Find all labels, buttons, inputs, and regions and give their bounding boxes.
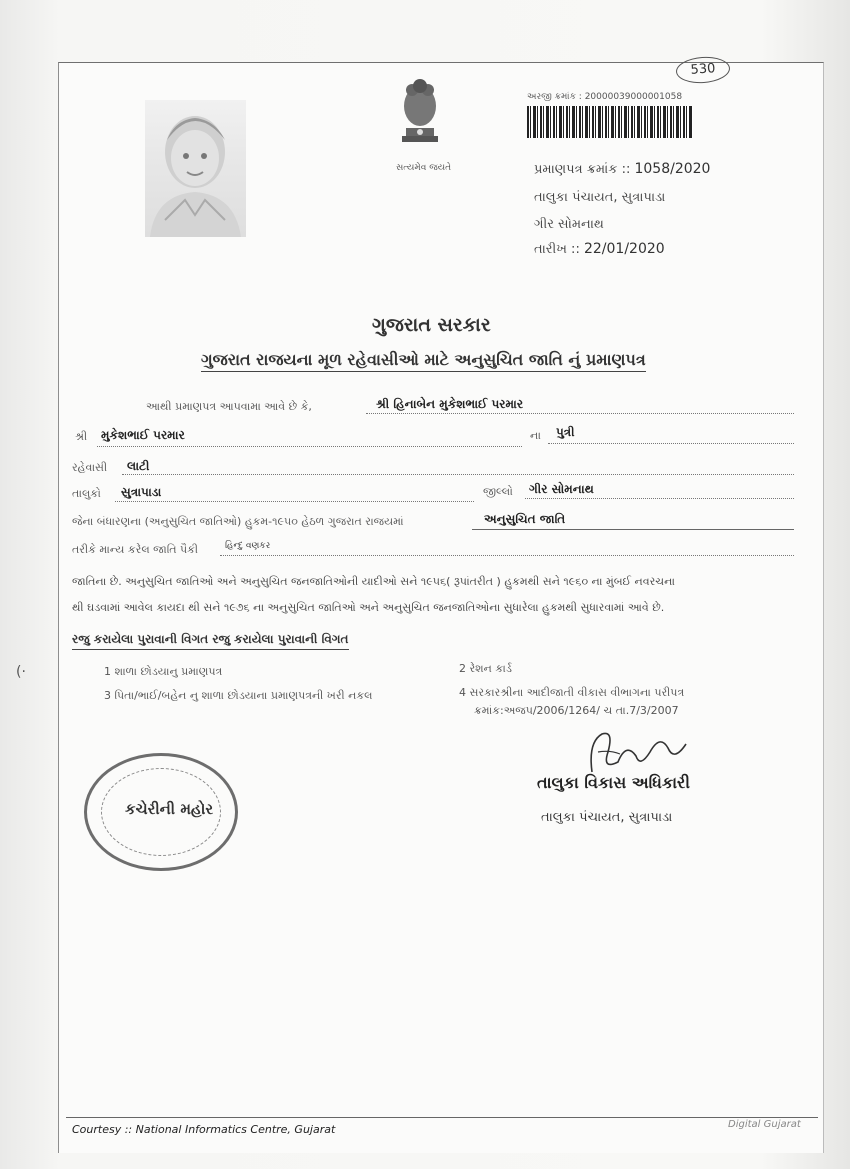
state-emblem-icon (390, 76, 450, 166)
footer-digital-gujarat: Digital Gujarat (728, 1119, 801, 1130)
relation-line (548, 443, 794, 444)
father-name: મુકેશભાઈ પરમાર (101, 428, 185, 442)
handwritten-number: 530 (675, 55, 731, 85)
resident-value: લાટી (127, 459, 150, 473)
father-name-line (97, 446, 522, 447)
certificate-number-sep: :: (621, 162, 631, 177)
applicant-name-line (366, 413, 794, 414)
barcode-caption: અરજી ક્રમાંક : 20000039000001058 (527, 92, 683, 102)
issue-date: 22/01/2020 (583, 241, 665, 257)
certificate-title: ગુજરાત રાજયના મૂળ રહેવાસીઓ માટે અનુસુચિત જાતિ નું પ્રમાણપત્ર (201, 350, 646, 372)
date-line (534, 241, 665, 257)
district-value: ગીર સોમનાથ (529, 482, 594, 496)
taluka-value: સુત્રાપાડા (121, 485, 162, 499)
margin-mark: (· (16, 664, 26, 680)
date-label: તારીખ :: (534, 242, 580, 257)
office-stamp (84, 753, 238, 871)
relation-value: પુત્રી (556, 425, 575, 439)
father-prefix: શ્રી (75, 430, 88, 443)
resident-line (122, 474, 794, 475)
barcode (527, 106, 693, 138)
caste-label: તરીકે માન્ય કરેલ જાતિ પૈકી (72, 543, 199, 556)
certificate-number-label: પ્રમાણપત્ર ક્રમાંક (534, 162, 618, 177)
caste-value: હિન્દુ વણકર (225, 541, 271, 551)
evidence-item-1: 1 શાળા છોડયાનુ પ્રમાણપત્ર (104, 665, 223, 678)
legal-text-line-1: જાતિના છે. અનુસુચિત જાતિઓ અને અનુસુચિત જનજાતિઓની યાદીઓ સને ૧૯૫૬( રૂપાંતરીત ) હુકમથી સને ૧૯૬૦ ના મુંબઈ નવરચના (72, 575, 675, 588)
taluka-label: તાલુકો (72, 487, 101, 500)
legal-text-line-2: થી ઘડવામાં આવેલ કાયદા થી સને ૧૯૭૬ ના અનુસુચિત જાતિઓ અને અનુસુચિત જનજાતિઓના સુધારેલા હુકમથી સુધારવામાં આવે છે. (72, 601, 665, 614)
resident-label: રહેવાસી (72, 461, 108, 474)
footer-courtesy: Courtesy :: National Informatics Centre, Gujarat (72, 1123, 336, 1136)
evidence-item-4: 4 સરકારશ્રીના આદીજાતી વીકાસ વીભાગના પરીપત્ર (459, 686, 685, 699)
certificate-number-line (534, 161, 710, 177)
government-title: ગુજરાત સરકાર (372, 314, 491, 336)
emblem-motto: સત્યમેવ જયતે (396, 163, 452, 173)
district-line: ગીર સોમનાથ (534, 217, 604, 232)
intro-label: આથી પ્રમાણપત્ર આપવામા આવે છે કે, (146, 400, 312, 413)
evidence-item-3: 3 પિતા/ભાઈ/બહેન નુ શાળા છોડયાના પ્રમાણપત્રની ખરી નકલ (104, 689, 373, 702)
district-line-rule (525, 498, 794, 499)
taluka-line (115, 501, 474, 502)
office-line: તાલુકા પંચાયત, સુત્રાપાડા (534, 190, 666, 205)
evidence-item-2: 2 રેશન કાર્ડ (459, 662, 512, 675)
certificate-number: 1058/2020 (634, 161, 711, 177)
signatory-title: તાલુકા વિકાસ અધિકારી (537, 773, 690, 792)
constitution-label: જેના બંધારણના (અનુસુચિત જાતિઓ) હુકમ-૧૯૫૦ હેઠળ ગુજરાત રાજયમાં (72, 515, 404, 528)
category-line (472, 529, 794, 530)
signatory-office: તાલુકા પંચાયત, સુત્રાપાડા (541, 810, 673, 825)
caste-line (220, 555, 794, 556)
evidence-item-4-ref: ક્રમાંક:અજપ/2006/1264/ ચ તા.7/3/2007 (474, 704, 679, 717)
district-label: જીલ્લો (483, 485, 513, 498)
footer-rule (66, 1117, 818, 1118)
applicant-photo (145, 100, 246, 237)
applicant-name: શ્રી હિનાબેન મુકેશભાઈ પરમાર (376, 397, 524, 411)
office-stamp-text: કચેરીની મહોર (125, 800, 214, 818)
evidence-heading: રજુ કરાયેલા પુરાવાની વિગત રજુ કરાયેલા પુરાવાની વિગત (72, 632, 349, 650)
category-value: અનુસુચિત જાતિ (484, 512, 566, 526)
relation-label: ના (530, 429, 541, 442)
